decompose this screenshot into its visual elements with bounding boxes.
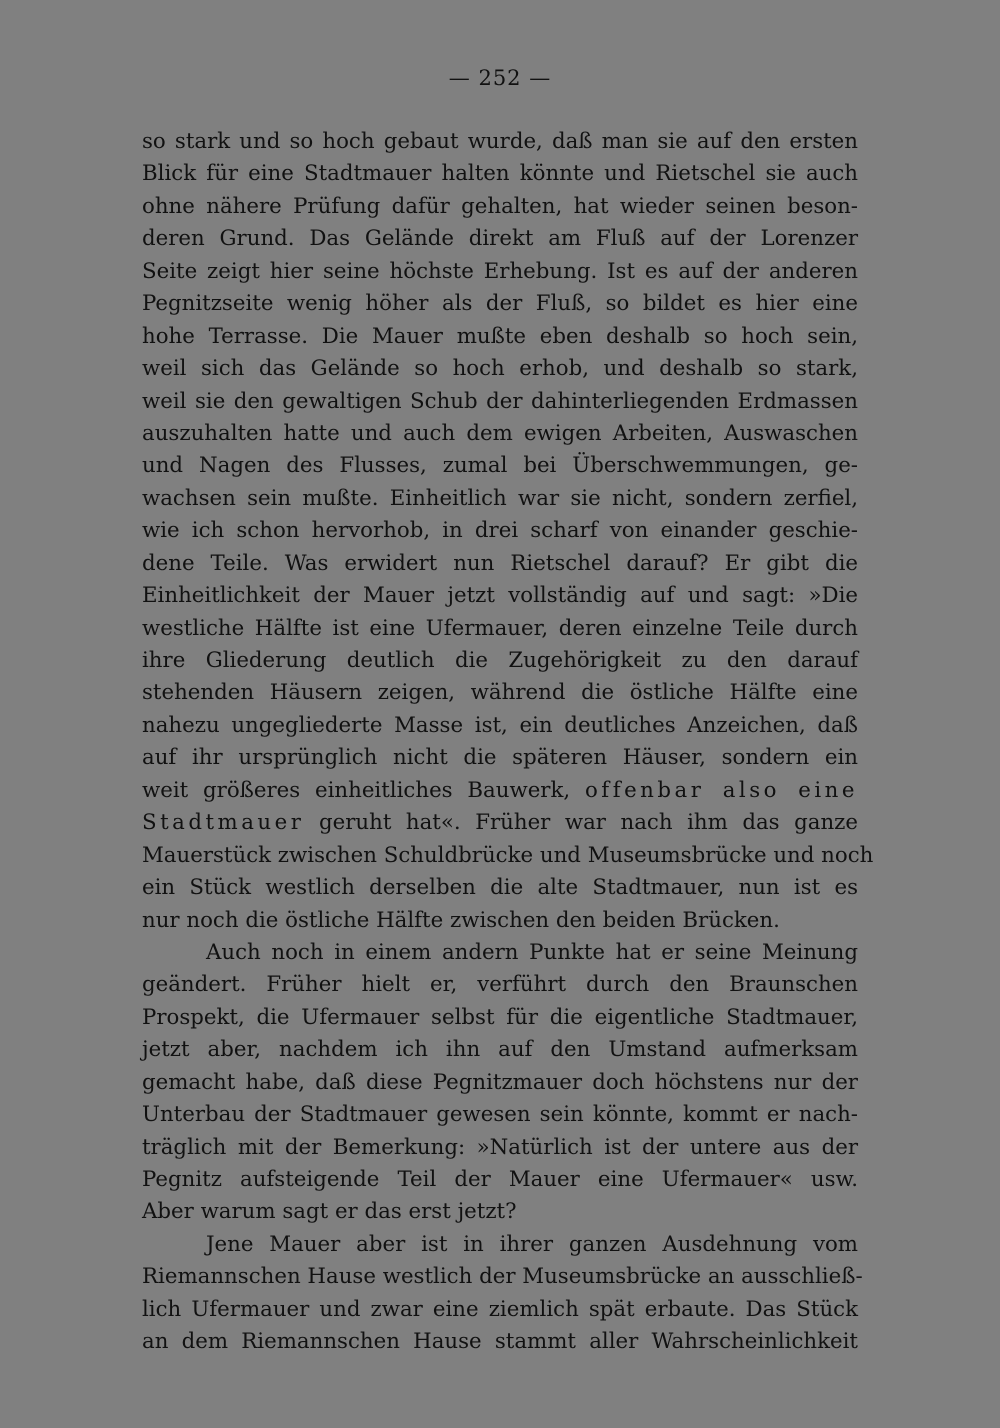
text-line: Seite zeigt hier seine höchste Erhebung. Ist es auf der anderen (142, 258, 858, 284)
text-line: gemacht habe, daß diese Pegnitzmauer doch höchstens nur der (142, 1069, 858, 1095)
text-line: ohne nähere Prüfung dafür gehalten, hat wieder seinen beson- (142, 193, 858, 219)
text-line: wie ich schon hervorhob, in drei scharf von einander geschie- (142, 518, 858, 544)
text-line: Riemannschen Hause westlich der Museumsbrücke an ausschließ- (142, 1264, 863, 1290)
text-line: Auch noch in einem andern Punkte hat er seine Meinung (206, 939, 858, 965)
text-line: Aber warum sagt er das erst jetzt? (142, 1199, 517, 1225)
text-line: Einheitlichkeit der Mauer jetzt vollständig auf und sagt: »Die (142, 583, 858, 609)
text-segment: weit größeres einheitliches Bauwerk, (142, 777, 571, 803)
text-line: und Nagen des Flusses, zumal bei Überschwemmungen, ge- (142, 453, 858, 479)
text-line: stehenden Häusern zeigen, während die östliche Hälfte eine (142, 680, 858, 706)
text-line: träglich mit der Bemerkung: »Natürlich ist der untere aus der (142, 1134, 858, 1160)
text-line: an dem Riemannschen Hause stammt aller Wahrscheinlichkeit (142, 1329, 858, 1355)
text-line: hohe Terrasse. Die Mauer mußte eben deshalb so hoch sein, (142, 323, 858, 349)
text-line: auf ihr ursprünglich nicht die späteren Häuser, sondern ein (142, 745, 858, 771)
text-line: Unterbau der Stadtmauer gewesen sein könnte, kommt er nach- (142, 1102, 858, 1128)
text-line: Jene Mauer aber ist in ihrer ganzen Ausdehnung vom (206, 1231, 858, 1257)
text-line: ihre Gliederung deutlich die Zugehörigkeit zu den darauf (142, 648, 858, 673)
text-line (142, 775, 858, 807)
text-line: Blick für eine Stadtmauer halten könnte und Rietschel sie auch (142, 161, 858, 187)
body-text (142, 126, 874, 1359)
page-number-header: — 252 — (448, 66, 552, 90)
text-line: Mauerstück zwischen Schuldbrücke und Museumsbrücke und noch (142, 842, 874, 868)
text-line: so stark und so hoch gebaut wurde, daß man sie auf den ersten (142, 129, 858, 154)
text-line: deren Grund. Das Gelände direkt am Fluß auf der Lorenzer (142, 226, 858, 252)
text-line: jetzt aber, nachdem ich ihn auf den Umstand aufmerksam (142, 1037, 858, 1063)
text-line: lich Ufermauer und zwar eine ziemlich spät erbaute. Das Stück (142, 1296, 858, 1322)
text-line: nur noch die östliche Hälfte zwischen den beiden Brücken. (142, 907, 780, 933)
text-line: nahezu ungegliederte Masse ist, ein deutliches Anzeichen, daß (142, 712, 858, 738)
text-line: weil sich das Gelände so hoch erhob, und deshalb so stark, (142, 356, 858, 382)
text-line: Pegnitzseite wenig höher als der Fluß, so bildet es hier eine (142, 291, 858, 317)
text-line: westliche Hälfte ist eine Ufermauer, deren einzelne Teile durch (142, 615, 858, 641)
text-line: wachsen sein mußte. Einheitlich war sie nicht, sondern zerfiel, (142, 485, 858, 511)
spaced-emphasis: Stadtmauer (142, 810, 305, 836)
text-line: dene Teile. Was erwidert nun Rietschel darauf? Er gibt die (142, 550, 858, 576)
text-line: Pegnitz aufsteigende Teil der Mauer eine Ufermauer« usw. (142, 1167, 858, 1192)
text-line: weil sie den gewaltigen Schub der dahinterliegenden Erdmassen (142, 388, 858, 414)
text-line: auszuhalten hatte und auch dem ewigen Arbeiten, Auswaschen (142, 420, 858, 446)
text-segment: geruht hat«. Früher war nach ihm das ganze (318, 810, 858, 836)
text-line (142, 807, 858, 839)
text-line: Prospekt, die Ufermauer selbst für die eigentliche Stadtmauer, (142, 1004, 858, 1030)
text-line: ein Stück westlich derselben die alte Stadtmauer, nun ist es (142, 875, 858, 901)
spaced-emphasis: offenbar also eine (584, 777, 859, 803)
text-line: geändert. Früher hielt er, verführt durch den Braunschen (142, 972, 858, 998)
